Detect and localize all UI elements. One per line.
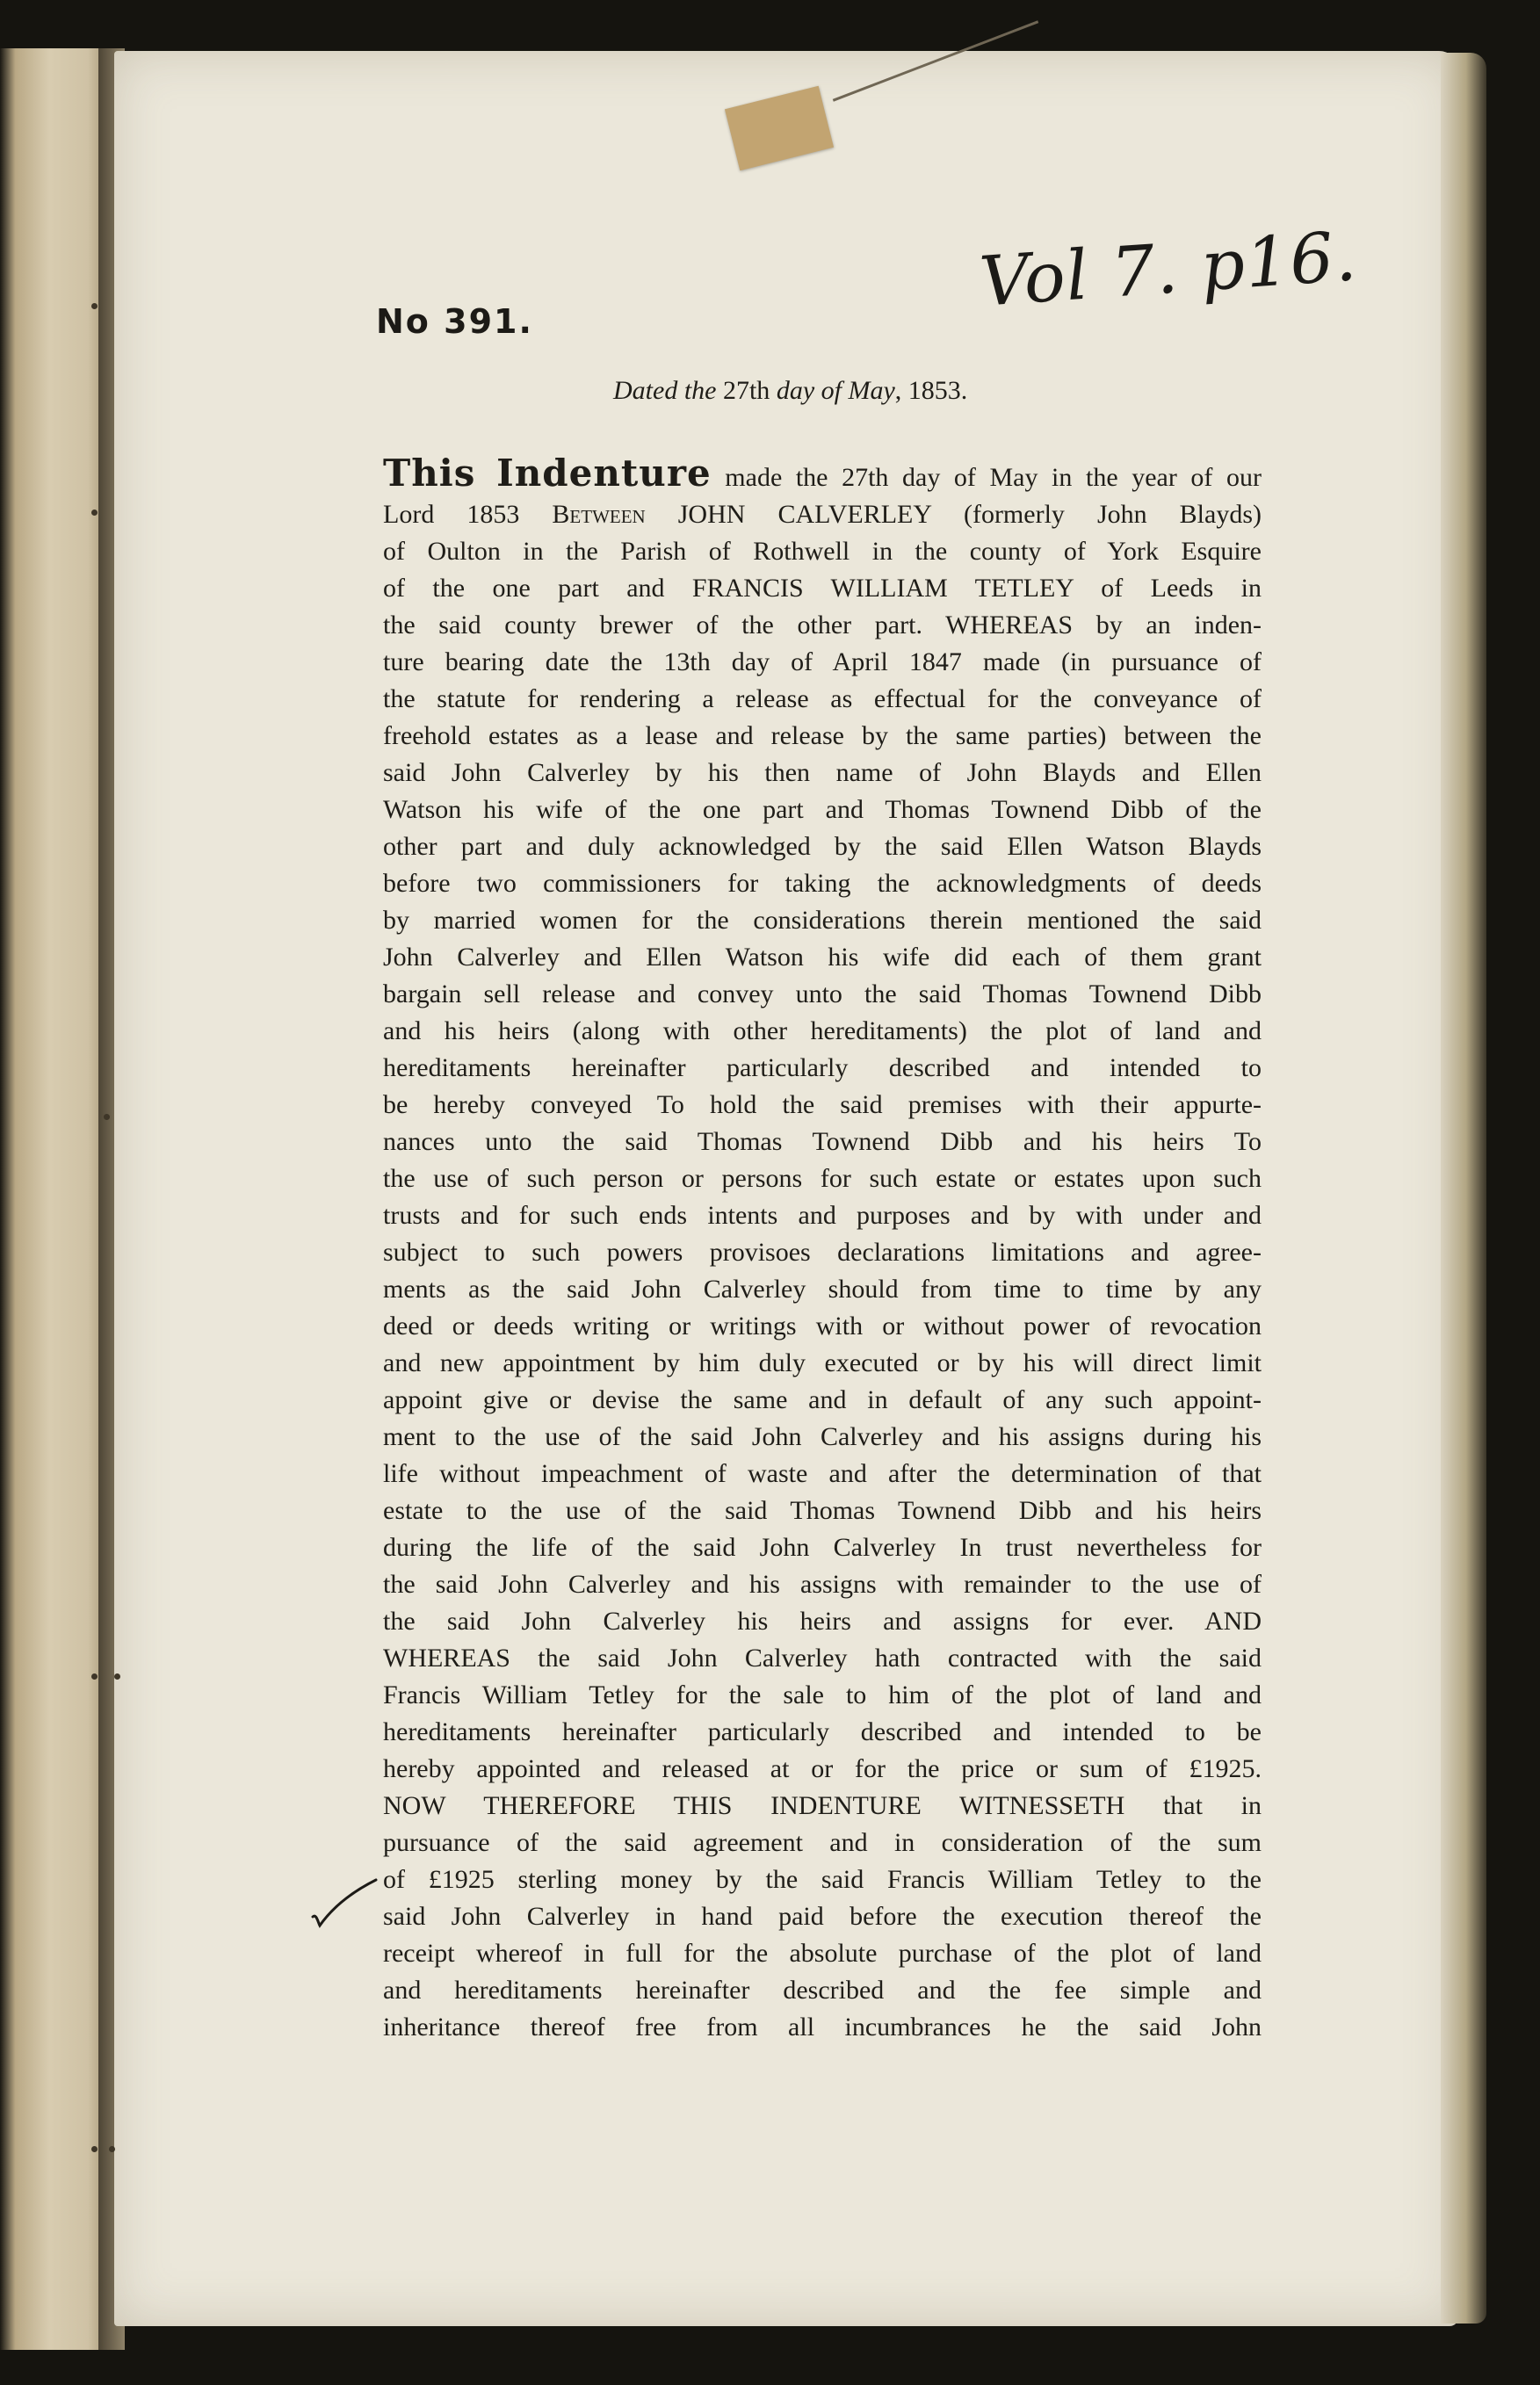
text-line: other part and duly acknowledged by the said Ellen Watson Blayds	[383, 832, 1262, 861]
text-line: the said John Calverley and his assigns with remainder to the use of	[383, 1570, 1262, 1599]
text-line: the use of such person or persons for such estate or estates upon such	[383, 1164, 1262, 1193]
text-line: WHEREAS the said John Calverley hath contracted with the said	[383, 1644, 1262, 1673]
text-line: ment to the use of the said John Calverley and his assigns during his	[383, 1422, 1262, 1451]
text-line: said John Calverley by his then name of John Blayds and Ellen	[383, 758, 1262, 787]
text-line: of £1925 sterling money by the said Francis William Tetley to the	[383, 1865, 1262, 1894]
text-line: estate to the use of the said Thomas Townend Dibb and his heirs	[383, 1496, 1262, 1525]
text-line: Lord 1853 Between JOHN CALVERLEY (formerly John Blayds)	[383, 500, 1262, 529]
deed-text	[383, 452, 1262, 2046]
text-line: receipt whereof in full for the absolute purchase of the plot of land	[383, 1939, 1262, 1968]
text-line: nances unto the said Thomas Townend Dibb and his heirs To	[383, 1127, 1262, 1156]
handwritten-volume-reference: Vol 7. p16.	[977, 217, 1360, 322]
text-line: the statute for rendering a release as effectual for the conveyance of	[383, 684, 1262, 713]
text-line: life without impeachment of waste and after the determination of that	[383, 1459, 1262, 1488]
text-line: freehold estates as a lease and release by the same parties) between the	[383, 721, 1262, 750]
text-line: inheritance thereof free from all incumbrances he the said John	[383, 2013, 1262, 2042]
text-line: and hereditaments hereinafter described and the fee simple and	[383, 1976, 1262, 2005]
handwritten-check-mark	[309, 1878, 380, 1931]
text-line: Watson his wife of the one part and Thomas Townend Dibb of the	[383, 795, 1262, 824]
text-line: by married women for the considerations therein mentioned the said	[383, 906, 1262, 935]
text-line: This Indenture made the 27th day of May in the year of our	[383, 452, 1262, 495]
text-line: hereditaments hereinafter particularly described and intended to be	[383, 1717, 1262, 1746]
text-line: and new appointment by him duly executed or by his will direct limit	[383, 1348, 1262, 1377]
text-line: NOW THEREFORE THIS INDENTURE WITNESSETH that in	[383, 1791, 1262, 1820]
text-line: pursuance of the said agreement and in consideration of the sum	[383, 1828, 1262, 1857]
left-page-edge	[0, 48, 110, 2350]
text-line: subject to such powers provisoes declarations limitations and agree-	[383, 1238, 1262, 1267]
text-line: Francis William Tetley for the sale to him of the plot of land and	[383, 1680, 1262, 1709]
lot-number: No 391.	[376, 302, 533, 341]
text-line: trusts and for such ends intents and purposes and by with under and	[383, 1201, 1262, 1230]
text-line: of the one part and FRANCIS WILLIAM TETLEY of Leeds in	[383, 574, 1262, 603]
text-line: bargain sell release and convey unto the said Thomas Townend Dibb	[383, 979, 1262, 1008]
text-line: the said county brewer of the other part. WHEREAS by an inden-	[383, 611, 1262, 640]
text-line: deed or deeds writing or writings with or without power of revocation	[383, 1312, 1262, 1341]
text-line: before two commissioners for taking the acknowledgments of deeds	[383, 869, 1262, 898]
text-line: and his heirs (along with other hereditaments) the plot of land and	[383, 1016, 1262, 1045]
text-line: ments as the said John Calverley should from time to time by any	[383, 1275, 1262, 1304]
text-line: hereditaments hereinafter particularly described and intended to	[383, 1053, 1262, 1082]
text-line: hereby appointed and released at or for the price or sum of £1925.	[383, 1754, 1262, 1783]
text-line: during the life of the said John Calverley In trust nevertheless for	[383, 1533, 1262, 1562]
right-page-edge	[1441, 53, 1486, 2324]
text-line: said John Calverley in hand paid before the execution thereof the	[383, 1902, 1262, 1931]
text-line: be hereby conveyed To hold the said premises with their appurte-	[383, 1090, 1262, 1119]
text-line: ture bearing date the 13th day of April 1847 made (in pursuance of	[383, 647, 1262, 676]
dated-line: Dated the 27th day of May, 1853.	[613, 376, 968, 405]
text-line: appoint give or devise the same and in default of any such appoint-	[383, 1385, 1262, 1414]
text-line: John Calverley and Ellen Watson his wife did each of them grant	[383, 943, 1262, 972]
opening-words: This Indenture	[383, 452, 712, 495]
text-line: of Oulton in the Parish of Rothwell in the county of York Esquire	[383, 537, 1262, 566]
text-line: the said John Calverley his heirs and assigns for ever. AND	[383, 1607, 1262, 1636]
